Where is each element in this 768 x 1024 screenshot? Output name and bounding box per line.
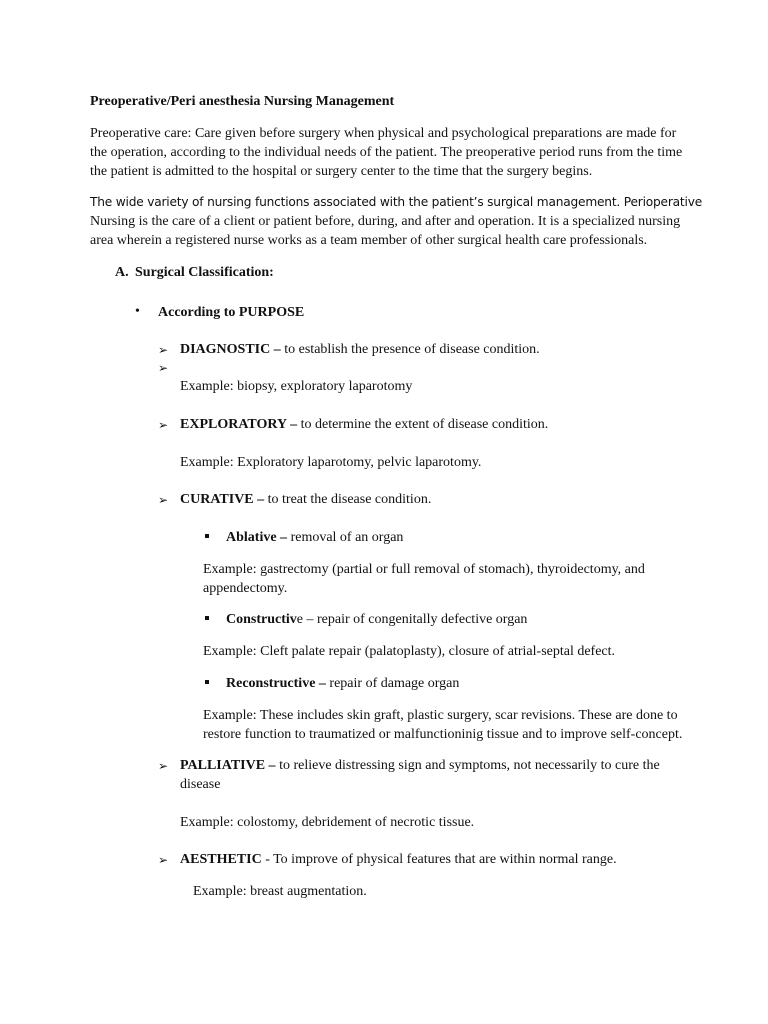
constructive-example: Example: Cleft palate repair (palatoplasty), closure of atrial-septal defect. — [203, 644, 616, 659]
perioperative-paragraph — [90, 193, 703, 250]
paragraph-line: area wherein a registered nurse works as a team member of other surgical health care professionals. — [90, 233, 648, 248]
purpose-heading: According to PURPOSE — [158, 305, 305, 320]
curative-term: CURATIVE – — [180, 492, 265, 507]
ablative-example-line1: Example: gastrectomy (partial or full removal of stomach), thyroidectomy, and — [203, 562, 645, 577]
square-bullet-icon — [205, 616, 209, 620]
paragraph-line: Preoperative care: Care given before surgery when physical and psychological preparations are made for — [90, 126, 677, 141]
constructive-term: Constructiv — [226, 612, 297, 627]
aesthetic-item — [180, 850, 617, 869]
arrow-bullet-icon: ➢ — [158, 493, 169, 507]
ablative-term: Ablative – — [226, 530, 288, 545]
palliative-example: Example: colostomy, debridement of necrotic tissue. — [180, 815, 475, 830]
square-bullet-icon — [205, 534, 209, 538]
paragraph-line: The wide variety of nursing functions associated with the patient’s surgical management. Perioperative — [90, 195, 703, 209]
aesthetic-desc: - To improve of physical features that are within normal range. — [261, 852, 617, 867]
square-bullet-icon — [205, 680, 209, 684]
constructive-desc: repair of congenitally defective organ — [313, 612, 528, 627]
section-a-heading: Surgical Classification: — [135, 265, 274, 280]
aesthetic-example: Example: breast augmentation. — [193, 884, 367, 899]
ablative-desc: removal of an organ — [287, 530, 404, 545]
diagnostic-desc: to establish the presence of disease condition. — [280, 342, 540, 357]
palliative-term: PALLIATIVE – — [180, 758, 276, 773]
reconstructive-desc: repair of damage organ — [325, 676, 460, 691]
arrow-bullet-icon: ➢ — [158, 343, 169, 357]
palliative-desc: to relieve distressing sign and symptoms, not necessarily to cure the — [275, 758, 660, 773]
document-title: Preoperative/Peri anesthesia Nursing Management — [90, 94, 395, 109]
paragraph-line: Nursing is the care of a client or patient before, during, and after and operation. It is a specialized nursing — [90, 214, 681, 229]
diagnostic-term: DIAGNOSTIC – — [180, 342, 281, 357]
arrow-bullet-icon: ➢ — [158, 418, 169, 432]
constructive-term-rest: e – — [296, 612, 314, 627]
paragraph-line: the patient is admitted to the hospital or surgery center to the time that the surgery begins. — [90, 164, 593, 179]
ablative-item — [226, 528, 403, 547]
paragraph-line: the operation, according to the individual needs of the patient. The preoperative period runs from the time — [90, 145, 683, 160]
exploratory-item — [180, 415, 548, 434]
diagnostic-example: Example: biopsy, exploratory laparotomy — [180, 379, 413, 394]
reconstructive-term: Reconstructive – — [226, 676, 326, 691]
diagnostic-item — [180, 340, 540, 359]
palliative-item — [180, 756, 660, 775]
preoperative-care-paragraph — [90, 124, 690, 181]
palliative-desc-line2: disease — [180, 777, 221, 792]
arrow-bullet-icon: ➢ — [158, 361, 169, 375]
section-a-marker: A. — [115, 265, 129, 280]
reconstructive-example-line2: restore function to traumatized or malfunctioninig tissue and to improve self-concept. — [203, 727, 683, 742]
arrow-bullet-icon: ➢ — [158, 853, 169, 867]
reconstructive-item — [226, 674, 459, 693]
ablative-example-line2: appendectomy. — [203, 581, 288, 596]
exploratory-term: EXPLORATORY – — [180, 417, 298, 432]
bullet-icon: • — [135, 304, 140, 319]
reconstructive-example-line1: Example: These includes skin graft, plastic surgery, scar revisions. These are done to — [203, 708, 678, 723]
arrow-bullet-icon: ➢ — [158, 759, 169, 773]
curative-item — [180, 490, 431, 509]
aesthetic-term: AESTHETIC — [180, 852, 262, 867]
exploratory-desc: to determine the extent of disease condition. — [297, 417, 549, 432]
constructive-item — [226, 610, 527, 629]
exploratory-example: Example: Exploratory laparotomy, pelvic laparotomy. — [180, 455, 482, 470]
curative-desc: to treat the disease condition. — [264, 492, 432, 507]
